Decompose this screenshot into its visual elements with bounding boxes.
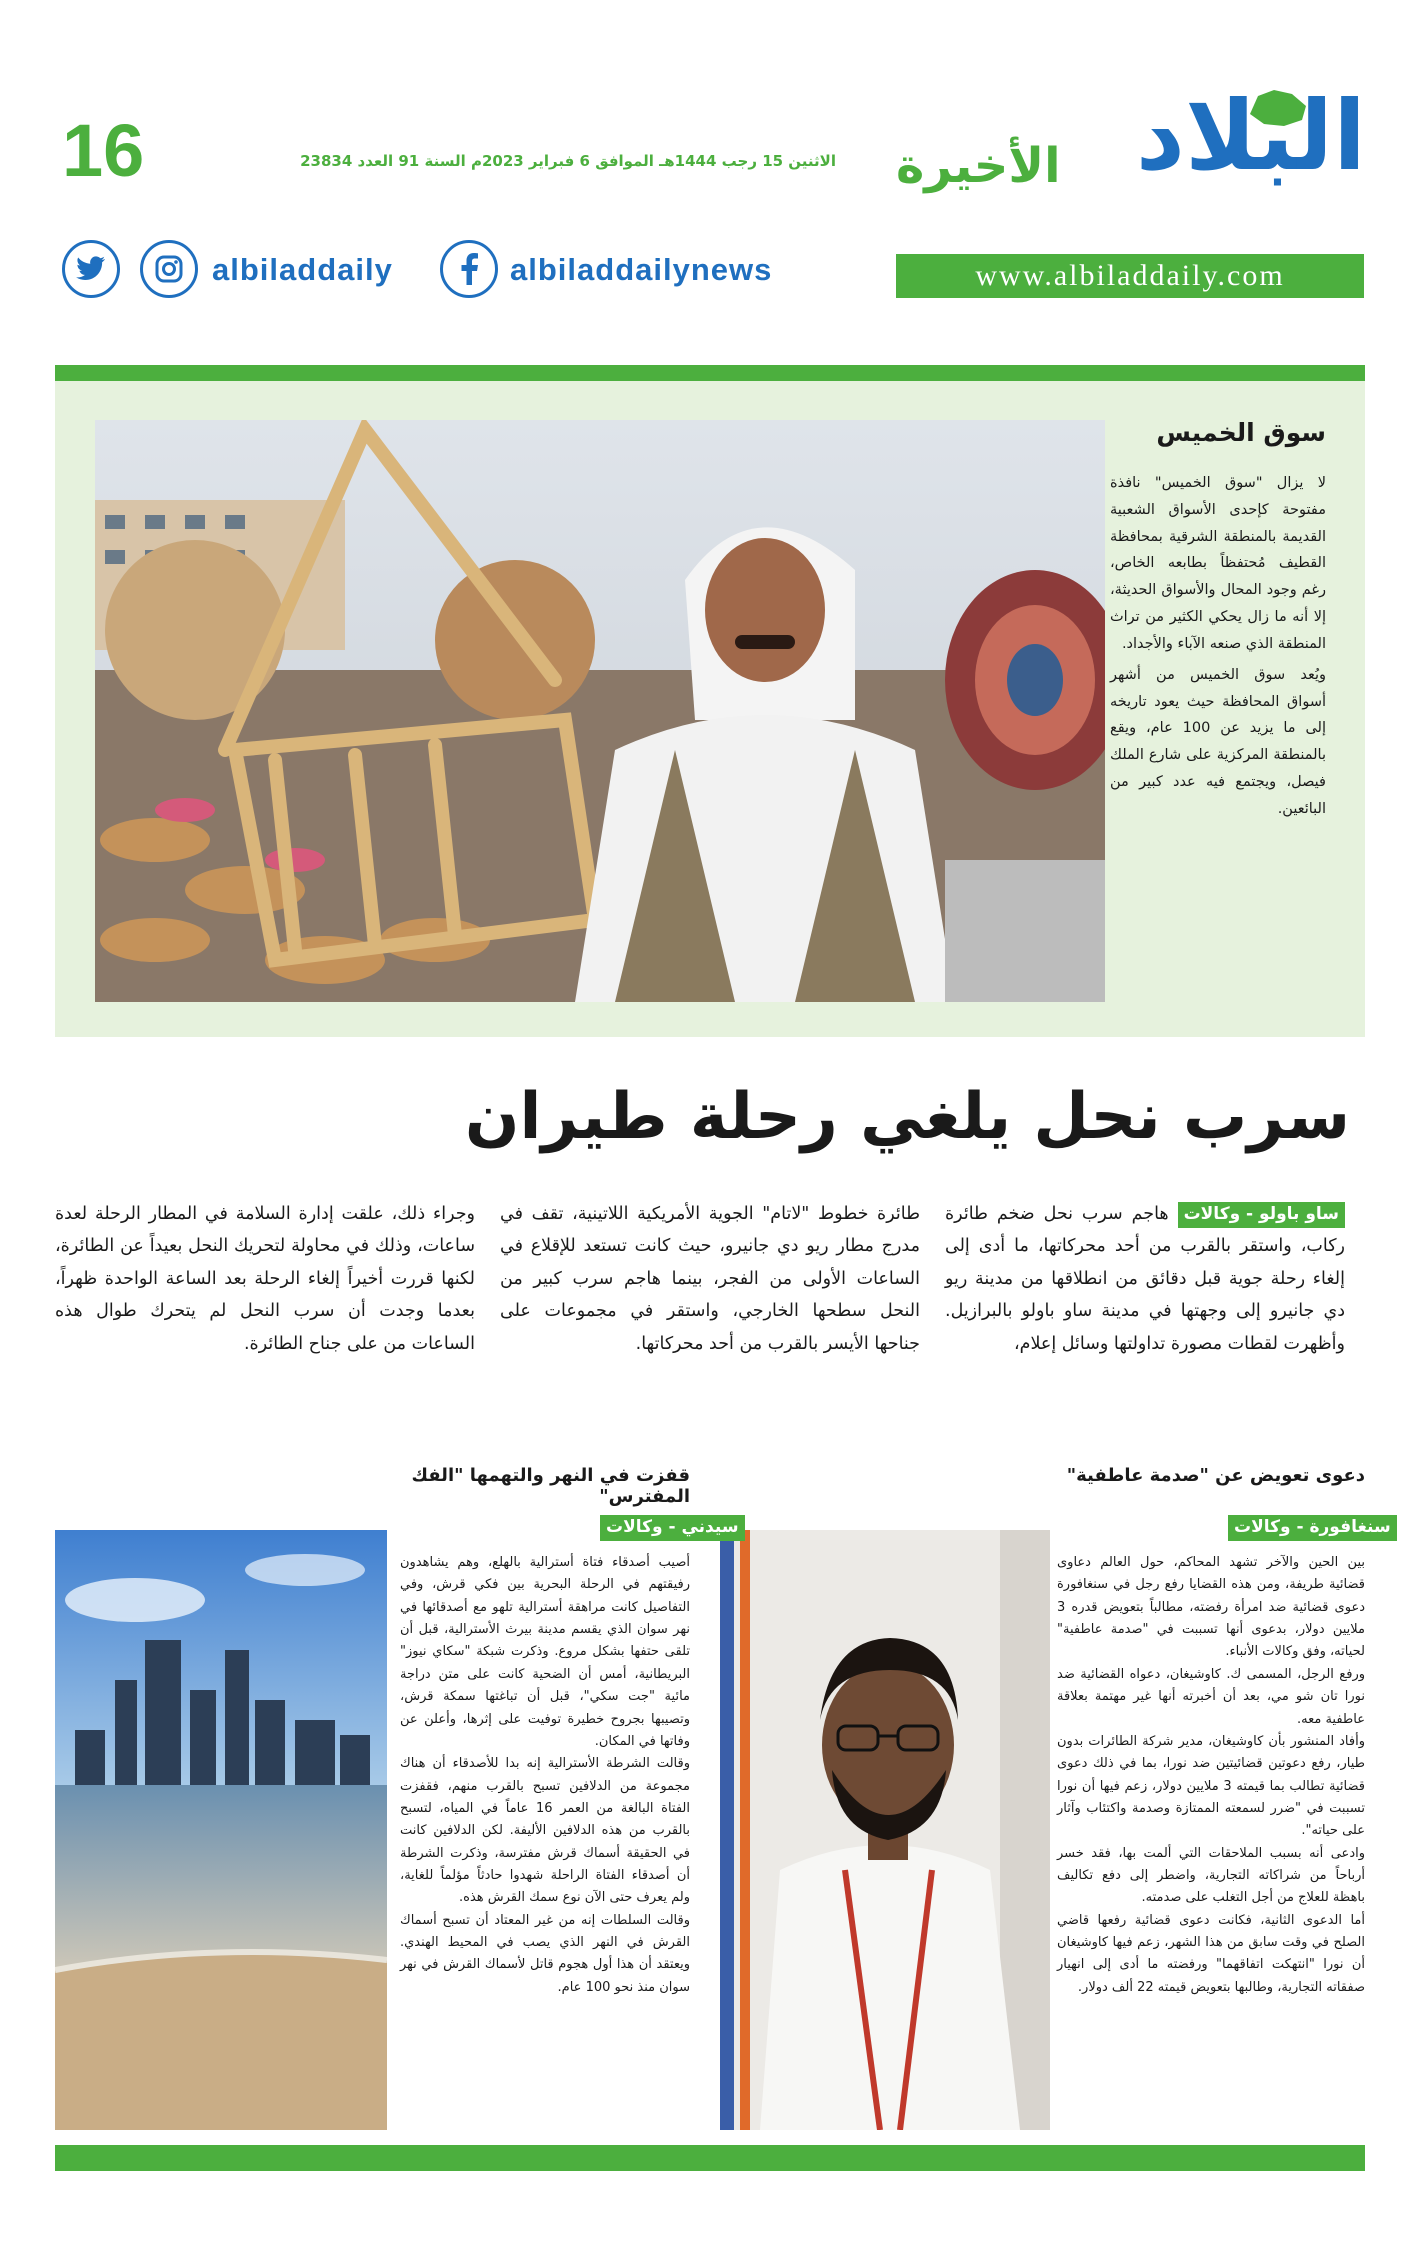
newspaper-logo[interactable] [896, 80, 1366, 208]
website-link[interactable]: www.albiladdaily.com [896, 254, 1364, 298]
facebook-handle[interactable]: albiladdailynews [510, 252, 773, 287]
source-tag: سنغافورة - وكالات [1228, 1515, 1397, 1541]
feature-paragraph: لا يزال "سوق الخميس" نافذة مفتوحة كإحدى الأسواق الشعبية القديمة بالمنطقة الشرقية بمحافظة القطيف مُحتفظاً بطابعه الخاص، رغم وجود المحال والأسواق الحديثة، إلا أنه ما زال يحكي الكثير من تراث المنطقة الذي صنعه الآباء والأجداد. [1110, 475, 1326, 652]
story-paragraph: وادعى أنه بسبب الملاحقات التي ألمت بها، فقد خسر أرباحاً من شراكاته التجارية، واضطر إلى دفع تكاليف باهظة للعلاج من أجل التغلب على صدمته. [1057, 1845, 1365, 1906]
story-left-title: قفزت في النهر والتهمها "الفك المفترس" [411, 1465, 690, 1507]
man-portrait-photo [720, 1530, 1050, 2130]
dateline: الاثنين 15 رجب 1444هـ الموافق 6 فبراير 2023م السنة 91 العدد 23834 [300, 152, 836, 170]
story-paragraph: أصيب أصدقاء فتاة أسترالية بالهلع، وهم يشاهدون رفيقتهم في الرحلة البحرية بين فكي قرش، وفي التفاصيل كانت مراهقة أسترالية تلهو مع أصدقائها في نهر سوان الذي يقسم مدينة بيرث الأسترالية، قبل أن تلقى حتفها بشكل مروع. وذكرت شبكة "سكاي نيوز" البريطانية، أمس أن الضحية كانت على متن دراجة مائية "جت سكي"، قبل أن تباغتها سمكة قرش، وتصيبها بجروح خطيرة توفيت على إثرها، وأعلن عن وفاتها في المكان. [400, 1555, 690, 1749]
main-headline: سرب نحل يلغي رحلة طيران [464, 1080, 1350, 1154]
story-paragraph: ورفع الرجل، المسمى ك. كاوشيغان، دعواه القضائية ضد نورا تان شو مي، بعد أن أخبرته أنها غير مهتمة بعلاقة عاطفية معه. [1057, 1666, 1365, 1727]
story-paragraph: أما الدعوى الثانية، فكانت دعوى قضائية رفعها قاضي الصلح في وقت سابق من هذا الشهر، زعم فيها كاوشيغان أن نورا "انتهكت اتفاقهما" ورفضته ما أدى إلى انهيار صفقاته التجارية، وطالبها بتعويض قيمته 22 ألف دولار. [1057, 1912, 1365, 1995]
story-paragraph: وقالت الشرطة الأسترالية إنه بدا للأصدقاء أن هناك مجموعة من الدلافين تسبح بالقرب منهم، فقفزت الفتاة البالغة من العمر 16 عاماً في المياه، لتسبح بالقرب من هذه الدلافين الأليفة. لكن الدلافين كانت في الحقيقة أسماك قرش مفترسة، وذكرت الشرطة أن أصدقاء الفتاة الراحلة شهدوا حادثاً مؤلماً للغاية، ولم يعرف حتى الآن نوع سمك القرش هذه. [400, 1756, 690, 1906]
source-tag: سيدني - وكالات [600, 1515, 745, 1541]
story-paragraph: وقالت السلطات إنه من غير المعتاد أن تسبح أسماك القرش في النهر الذي يصب في المحيط الهندي. ويعتقد أن هذا أول هجوم قاتل لأسماك القرش في نهر سوان منذ نحو 100 عام. [400, 1912, 690, 1995]
story-left-source-wrap [600, 1515, 745, 1541]
story-right-title: دعوى تعويض عن "صدمة عاطفية" [1066, 1465, 1365, 1486]
city-skyline-photo [55, 1530, 387, 2130]
main-story-col2: طائرة خطوط "لاتام" الجوية الأمريكية اللاتينية، تقف في مدرج مطار ريو دي جانيرو، حيث كانت تستعد للإقلاع في الساعات الأولى من الفجر، بينما هاجم سرب كبير من النحل سطحها الخارجي، واستقر في مجموعات على جناحها الأيسر بالقرب من أحد محركاتها. [500, 1204, 920, 1354]
feature-title: سوق الخميس [1156, 418, 1326, 447]
story-paragraph: وأفاد المنشور بأن كاوشيغان، مدير شركة الطائرات بدون طيار، رفع دعوتين قضائيتين ضد نورا، بما في ذلك دعوى قضائية تطالب بما قيمته 3 ملايين دولار، زعم فيها أن نورا تسببت في "ضرر لسمعته الممتازة وصدمة واكتئاب وآثار على حياته". [1057, 1733, 1365, 1839]
main-story-col1 [945, 1198, 1345, 1360]
story-left-body [400, 1552, 690, 1999]
feature-body [1110, 470, 1326, 823]
feature-photo-market-vendor [95, 420, 1105, 1002]
story-paragraph: بين الحين والآخر تشهد المحاكم، حول العالم دعاوى قضائية طريفة، ومن هذه القضايا رفع رجل في سنغافورة دعوى قضائية ضد امرأة رفضته، مطالباً بتعويض قدره 3 ملايين دولار، بدعوى أنها تسببت في "صدمة عاطفية" لحياته، وفق وكالات الأنباء. [1057, 1555, 1365, 1660]
main-story-text: هاجم سرب نحل ضخم طائرة ركاب، واستقر بالقرب من أحد محركاتها، ما أدى إلى إلغاء رحلة جوية قبل دقائق من انطلاقها من مدينة ريو دي جانيرو إلى وجهتها في مدينة ساو باولو بالبرازيل. وأظهرت لقطات مصورة تداولتها وسائل إعلام، [945, 1204, 1345, 1354]
source-tag: ساو باولو - وكالات [1178, 1202, 1345, 1228]
feature-paragraph: ويُعد سوق الخميس من أشهر أسواق المحافظة حيث يعود تاريخه إلى ما يزيد عن 100 عام، ويقع بالمنطقة المركزية على شارع الملك فيصل، ويجتمع فيه عدد كبير من البائعين. [1110, 666, 1326, 817]
main-story-col3: وجراء ذلك، علقت إدارة السلامة في المطار الرحلة لعدة ساعات، وذلك في محاولة لتحريك النحل بعيداً عن الطائرة، لكنها قررت أخيراً إلغاء الرحلة بعد الساعة الواحدة ظهراً، بعدما وجدت أن سرب النحل لم يتحرك طوال هذه الساعات من على جناح الطائرة. [55, 1204, 475, 1354]
logo-main-text: البلاد [1135, 80, 1366, 192]
feature-top-bar [55, 365, 1365, 381]
logo-sub-text: الأخيرة [896, 138, 1061, 194]
story-right-body [1057, 1552, 1365, 1999]
page-number: 16 [62, 109, 145, 192]
story-right-source-wrap [1228, 1515, 1397, 1541]
bottom-bar [55, 2145, 1365, 2171]
instagram-icon[interactable] [140, 240, 198, 298]
facebook-icon[interactable] [440, 240, 498, 298]
twitter-icon[interactable] [62, 240, 120, 298]
social-handle[interactable]: albiladdaily [212, 252, 393, 287]
